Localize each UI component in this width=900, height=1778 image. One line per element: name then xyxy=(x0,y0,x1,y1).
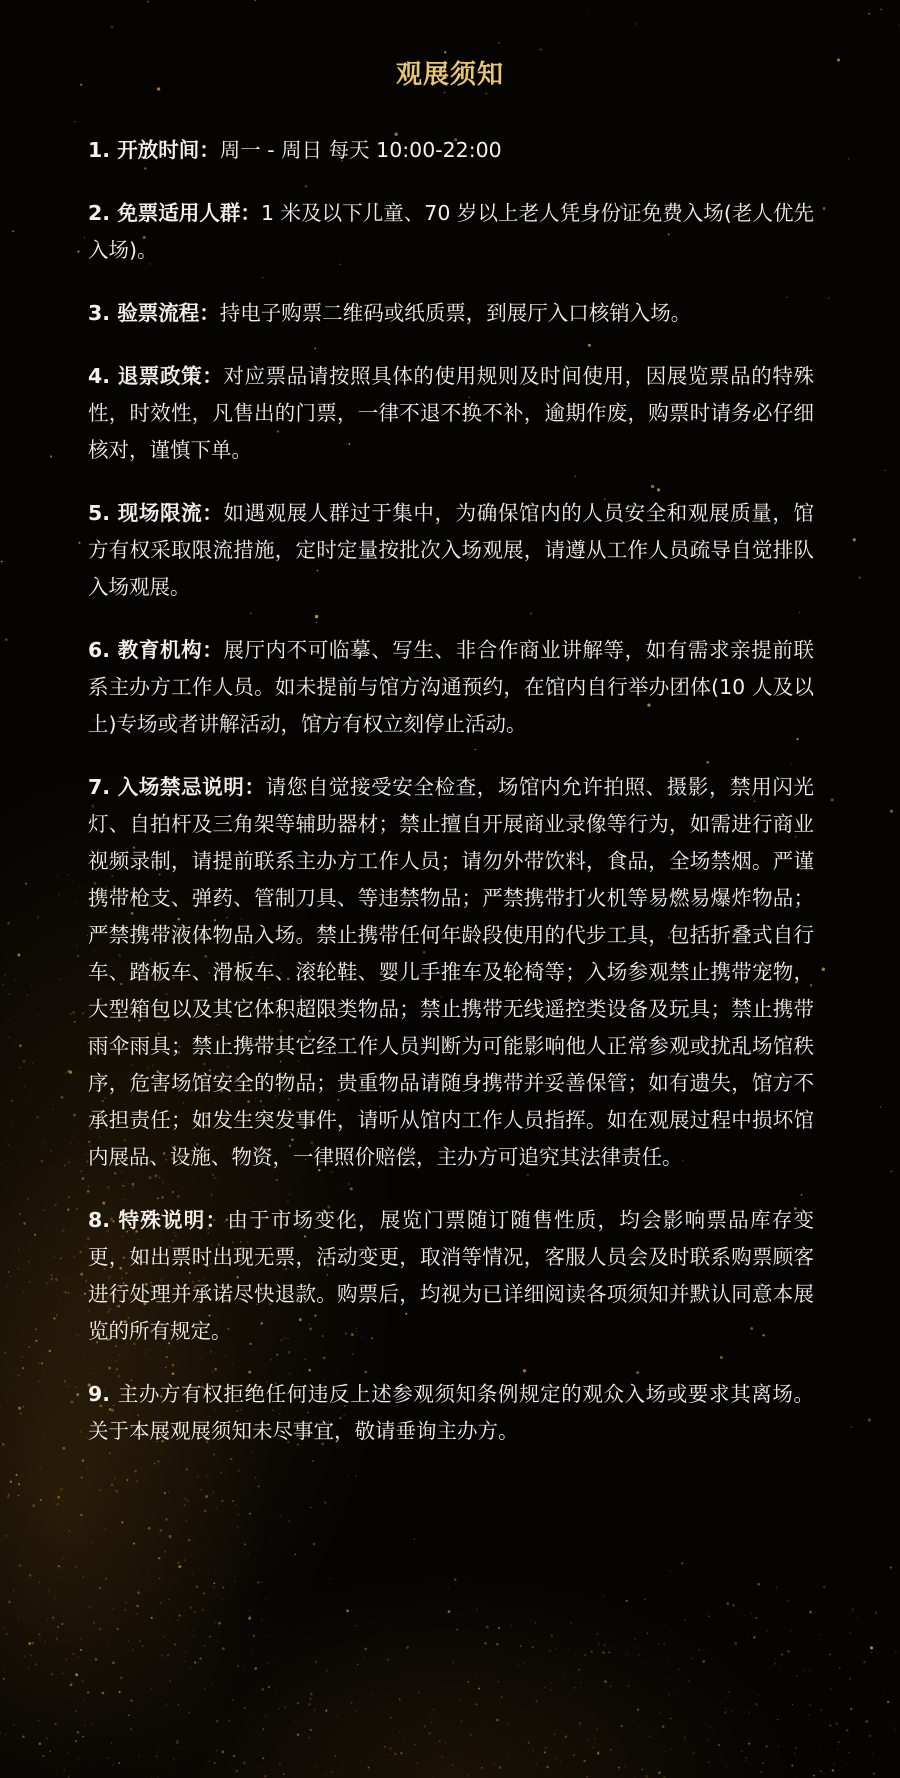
notice-heading: 9. xyxy=(88,1382,118,1406)
notice-item-opening-hours xyxy=(88,132,814,169)
notice-text: 持电子购票二维码或纸质票，到展厅入口核销入场。 xyxy=(219,301,692,325)
notice-text: 由于市场变化，展览门票随订随售性质，均会影响票品库存变更，如出票时出现无票，活动变更，取消等情况，客服人员会及时联系购票顾客进行处理并承诺尽快退款。购票后，均视为已详细阅读各项须知并默认同意本展览的所有规定。 xyxy=(88,1208,814,1343)
notice-item-organizer-rights xyxy=(88,1376,814,1450)
notice-item-special-notes xyxy=(88,1202,814,1350)
notice-text: 请您自觉接受安全检查，场馆内允许拍照、摄影，禁用闪光灯、自拍杆及三角架等辅助器材；禁止擅自开展商业录像等行为，如需进行商业视频录制，请提前联系主办方工作人员；请勿外带饮料，食品，全场禁烟。严谨携带枪支、弹药、管制刀具、等违禁物品；严禁携带打火机等易燃易爆炸物品；严禁携带液体物品入场。禁止携带任何年龄段使用的代步工具，包括折叠式自行车、踏板车、滑板车、滚轮鞋、婴儿手推车及轮椅等；入场参观禁止携带宠物，大型箱包以及其它体积超限类物品；禁止携带无线遥控类设备及玩具；禁止携带雨伞雨具；禁止携带其它经工作人员判断为可能影响他人正常参观或扰乱场馆秩序，危害场馆安全的物品；贵重物品请随身携带并妥善保管；如有遗失，馆方不承担责任；如发生突发事件，请听从馆内工作人员指挥。如在观展过程中损坏馆内展品、设施、物资，一律照价赔偿，主办方可追究其法律责任。 xyxy=(88,775,814,1169)
notice-heading: 7. 入场禁忌说明： xyxy=(88,775,266,799)
notice-text: 主办方有权拒绝任何违反上述参观须知条例规定的观众入场或要求其离场。关于本展观展须知未尽事宜，敬请垂询主办方。 xyxy=(88,1382,814,1443)
notice-text: 对应票品请按照具体的使用规则及时间使用，因展览票品的特殊性，时效性，凡售出的门票，一律不退不换不补，逾期作废，购票时请务必仔细核对，谨慎下单。 xyxy=(88,364,814,462)
notice-text: 如遇观展人群过于集中，为确保馆内的人员安全和观展质量，馆方有权采取限流措施，定时定量按批次入场观展，请遵从工作人员疏导自觉排队入场观展。 xyxy=(88,501,814,599)
notice-heading: 2. 免票适用人群： xyxy=(88,201,261,225)
notice-heading: 1. 开放时间： xyxy=(88,138,220,162)
page-title: 观展须知 xyxy=(395,60,504,90)
notice-item-free-admission xyxy=(88,195,814,269)
notice-text: 1 米及以下儿童、70 岁以上老人凭身份证免费入场(老人优先入场)。 xyxy=(88,201,814,262)
notice-item-crowd-control xyxy=(88,495,814,606)
notice-item-ticket-check xyxy=(88,295,814,332)
notice-heading: 5. 现场限流： xyxy=(88,501,224,525)
notice-text: 展厅内不可临摹、写生、非合作商业讲解等，如有需求亲提前联系主办方工作人员。如未提前与馆方沟通预约，在馆内自行举办团体(10 人及以上)专场或者讲解活动，馆方有权立刻停止活动。 xyxy=(88,638,814,736)
notice-item-entry-restrictions xyxy=(88,769,814,1176)
notice-heading: 3. 验票流程： xyxy=(88,301,220,325)
notice-heading: 8. 特殊说明： xyxy=(88,1208,228,1232)
notice-heading: 6. 教育机构： xyxy=(88,638,224,662)
notice-item-education xyxy=(88,632,814,743)
notice-item-refund-policy xyxy=(88,358,814,469)
notice-heading: 4. 退票政策： xyxy=(88,364,224,388)
notice-text: 周一 - 周日 每天 10:00-22:00 xyxy=(219,138,502,162)
notice-list xyxy=(88,132,814,1476)
